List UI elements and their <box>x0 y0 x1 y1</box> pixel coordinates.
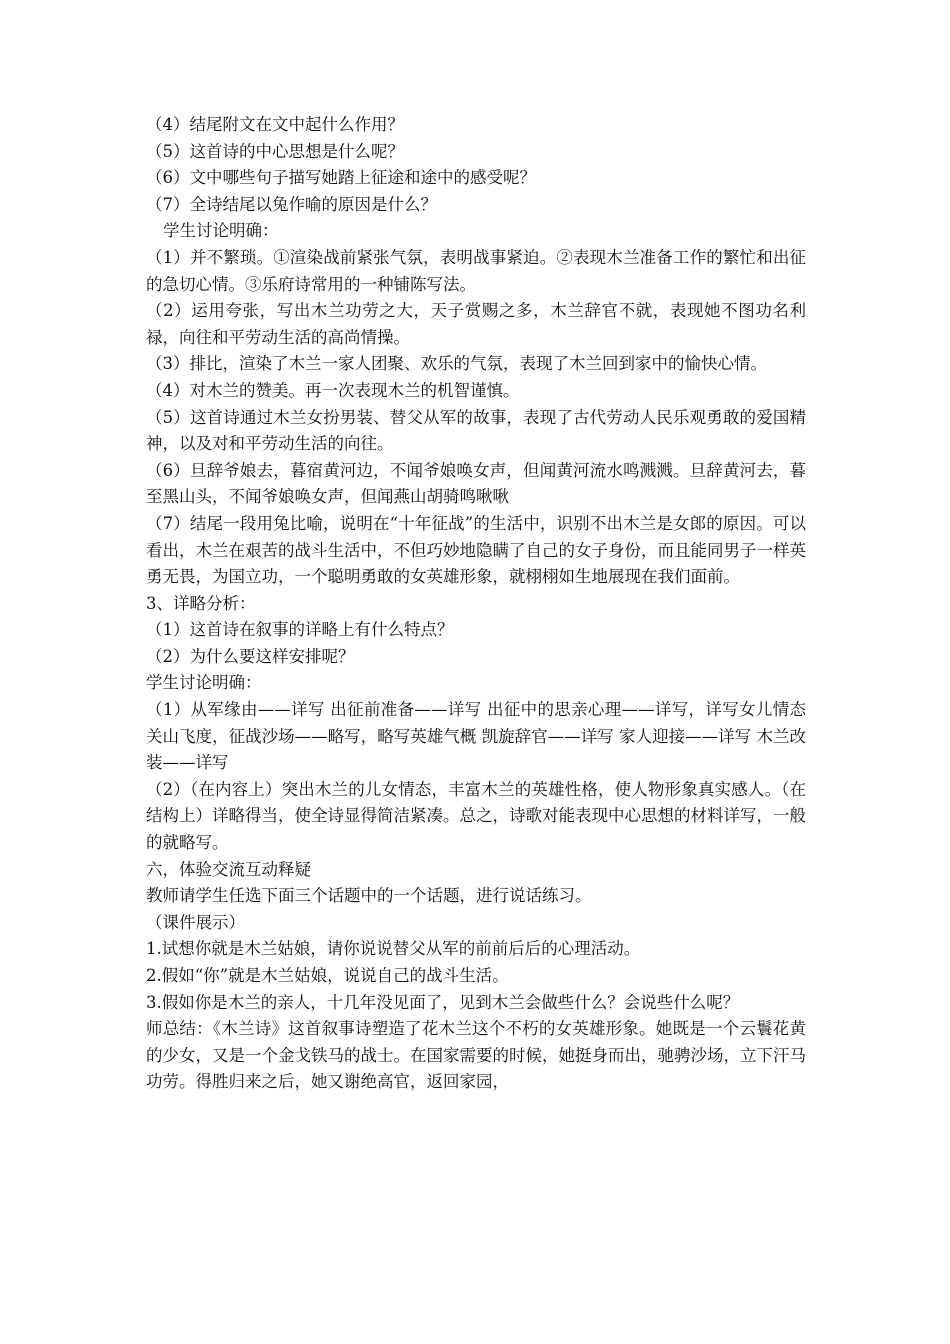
teacher-summary: 师总结：《木兰诗》这首叙事诗塑造了花木兰这个不朽的女英雄形象。她既是一个云鬟花黄的少女，又是一个金戈铁马的战士。在国家需要的时候，她挺身而出，驰骋沙场，立下汗马功劳。得胜归来之后，她又谢绝高官，返回家园， <box>146 1019 806 1092</box>
answer-2: （2）运用夸张，写出木兰功劳之大，天子赏赐之多，木兰辞官不就，表现她不图功名利禄，向往和平劳动生活的高尚情操。 <box>146 301 806 347</box>
document-page <box>146 112 806 1096</box>
answer-4: （4）对木兰的赞美。再一次表现木兰的机智谨慎。 <box>146 380 520 400</box>
answer-1: （1）并不繁琐。①渲染战前紧张气氛，表明战事紧迫。②表现木兰准备工作的繁忙和出征的急切心情。③乐府诗常用的一种铺陈写法。 <box>146 247 806 294</box>
discussion-heading: 学生讨论明确： <box>163 221 279 241</box>
detail-answer-1: （1）从军缘由——详写 出征前准备——详写 出征中的思亲心理——详写，详写女儿情态 关山飞度，征战沙场——略写，略写英雄气概 凯旋辞官——详写 家人迎接——详写 木兰改装——详写 <box>146 700 806 773</box>
answer-6: （6）旦辞爷娘去，暮宿黄河边，不闻爷娘唤女声，但闻黄河流水鸣溅溅。旦辞黄河去，暮至黑山头，不闻爷娘唤女声，但闻燕山胡骑鸣啾啾 <box>146 460 806 507</box>
detail-question-1: （1）这首诗在叙事的详略上有什么特点？ <box>146 620 454 640</box>
answer-5: （5）这首诗通过木兰女扮男装、替父从军的故事，表现了古代劳动人民乐观勇敢的爱国精神，以及对和平劳动生活的向往。 <box>146 407 806 454</box>
teacher-instruction: 教师请学生任选下面三个话题中的一个话题，进行说话练习。 <box>146 886 592 906</box>
detail-answer-2: （2）（在内容上）突出木兰的儿女情态，丰富木兰的英雄性格，使人物形象真实感人。（在结构上）详略得当，使全诗显得简洁紧凑。总之，诗歌对能表现中心思想的材料详写，一般的就略写。 <box>146 779 806 853</box>
question-5: （5）这首诗的中心思想是什么呢？ <box>146 141 404 161</box>
detail-question-2: （2）为什么要这样安排呢？ <box>146 646 355 666</box>
section-heading-detail-analysis: 3、详略分析： <box>146 593 256 613</box>
answer-7: （7）结尾一段用兔比喻，说明在“十年征战”的生活中，识别不出木兰是女郎的原因。可以看出，木兰在艰苦的战斗生活中，不但巧妙地隐瞒了自己的女子身份，而且能同男子一样英勇无畏，为国立功，一个聪明勇敢的女英雄形象，就栩栩如生地展现在我们面前。 <box>146 513 806 587</box>
question-6: （6）文中哪些句子描写她踏上征途和途中的感受呢？ <box>146 168 536 188</box>
question-4: （4）结尾附文在文中起什么作用？ <box>146 115 404 134</box>
answer-3: （3）排比，渲染了木兰一家人团聚、欢乐的气氛，表现了木兰回到家中的愉快心情。 <box>146 354 767 374</box>
topic-1: 1.试想你就是木兰姑娘，请你说说替父从军的前前后后的心理活动。 <box>146 939 641 959</box>
question-7: （7）全诗结尾以兔作喻的原因是什么？ <box>146 194 437 214</box>
section-heading-six: 六，体验交流互动释疑 <box>146 859 311 879</box>
courseware-note: （课件展示） <box>146 912 245 932</box>
discussion-heading-2: 学生讨论明确： <box>146 673 262 693</box>
topic-2: 2.假如“你”就是木兰姑娘，说说自己的战斗生活。 <box>146 966 509 985</box>
topic-3: 3.假如你是木兰的亲人，十几年没见面了，见到木兰会做些什么？会说些什么呢？ <box>146 992 740 1012</box>
